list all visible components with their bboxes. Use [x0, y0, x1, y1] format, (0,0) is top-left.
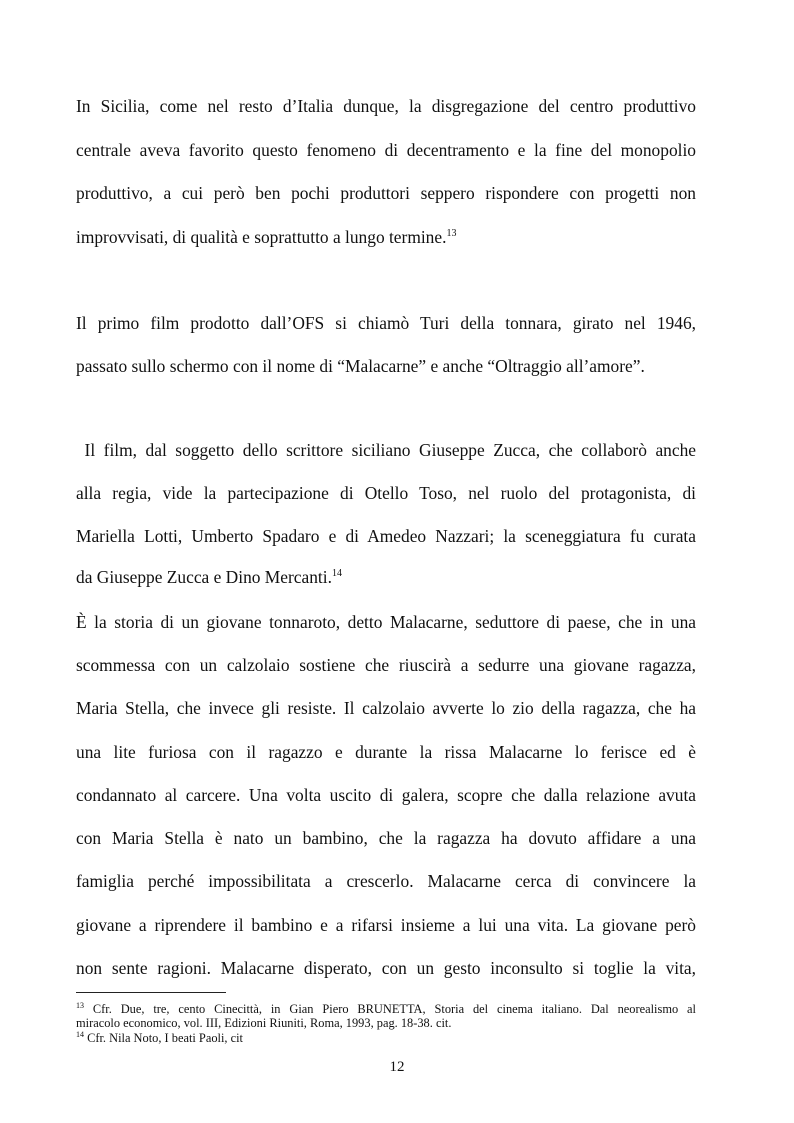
page-number: 12	[389, 1059, 405, 1075]
body-line: È la storia di un giovane tonnaroto, detto Malacarne, seduttore di paese, che in una	[76, 612, 696, 632]
body-line: produttivo, a cui però ben pochi produttori seppero rispondere con progetti non	[76, 183, 696, 203]
body-line: Il film, dal soggetto dello scrittore siciliano Giuseppe Zucca, che collaborò anche	[76, 440, 696, 460]
footnote-ref-14: 14	[331, 568, 342, 579]
body-text: da Giuseppe Zucca e Dino Mercanti.	[76, 567, 332, 587]
body-line: una lite furiosa con il ragazzo e durante la rissa Malacarne lo ferisce ed è	[76, 742, 696, 762]
body-line: passato sullo schermo con il nome di “Malacarne” e anche “Oltraggio all’amore”.	[76, 356, 645, 376]
body-line: non sente ragioni. Malacarne disperato, con un gesto inconsulto si toglie la vita,	[76, 958, 696, 978]
footnote-13-line: miracolo economico, vol. III, Edizioni Riuniti, Roma, 1993, pag. 18-38. cit.	[76, 1016, 452, 1030]
body-line: famiglia perché impossibilitata a crescerlo. Malacarne cerca di convincere la	[76, 871, 696, 891]
body-line: scommessa con un calzolaio sostiene che riuscirà a sedurre una giovane ragazza,	[76, 655, 696, 675]
body-line: giovane a riprendere il bambino e a rifarsi insieme a lui una vita. La giovane però	[76, 915, 696, 935]
body-line: Il primo film prodotto dall’OFS si chiamò Turi della tonnara, girato nel 1946,	[76, 313, 696, 333]
body-line	[76, 226, 696, 248]
body-line: Mariella Lotti, Umberto Spadaro e di Amedeo Nazzari; la sceneggiatura fu curata	[76, 526, 696, 546]
body-line: In Sicilia, come nel resto d’Italia dunque, la disgregazione del centro produttivo	[76, 96, 696, 116]
footnote-text: Cfr. Due, tre, cento Cinecittà, in Gian Piero BRUNETTA, Storia del cinema italiano. Dal neorealismo al	[84, 1002, 696, 1016]
footnote-separator	[76, 992, 226, 993]
body-text: improvvisati, di qualità e soprattutto a lungo termine.	[76, 227, 447, 247]
body-line: condannato al carcere. Una volta uscito di galera, scopre che dalla relazione avuta	[76, 785, 696, 805]
footnote-marker-13: 13	[76, 1001, 84, 1010]
footnote-13-line	[76, 1002, 696, 1016]
footnote-14-line	[76, 1031, 696, 1045]
body-line	[76, 566, 696, 588]
body-line: con Maria Stella è nato un bambino, che la ragazza ha dovuto affidare a una	[76, 828, 696, 848]
footnote-marker-14: 14	[76, 1030, 84, 1039]
footnote-text: Cfr. Nila Noto, I beati Paoli, cit	[84, 1031, 243, 1045]
footnote-ref-13: 13	[446, 228, 457, 239]
body-line: alla regia, vide la partecipazione di Otello Toso, nel ruolo del protagonista, di	[76, 483, 696, 503]
body-line: centrale aveva favorito questo fenomeno di decentramento e la fine del monopolio	[76, 140, 696, 160]
body-line: Maria Stella, che invece gli resiste. Il calzolaio avverte lo zio della ragazza, che ha	[76, 698, 696, 718]
